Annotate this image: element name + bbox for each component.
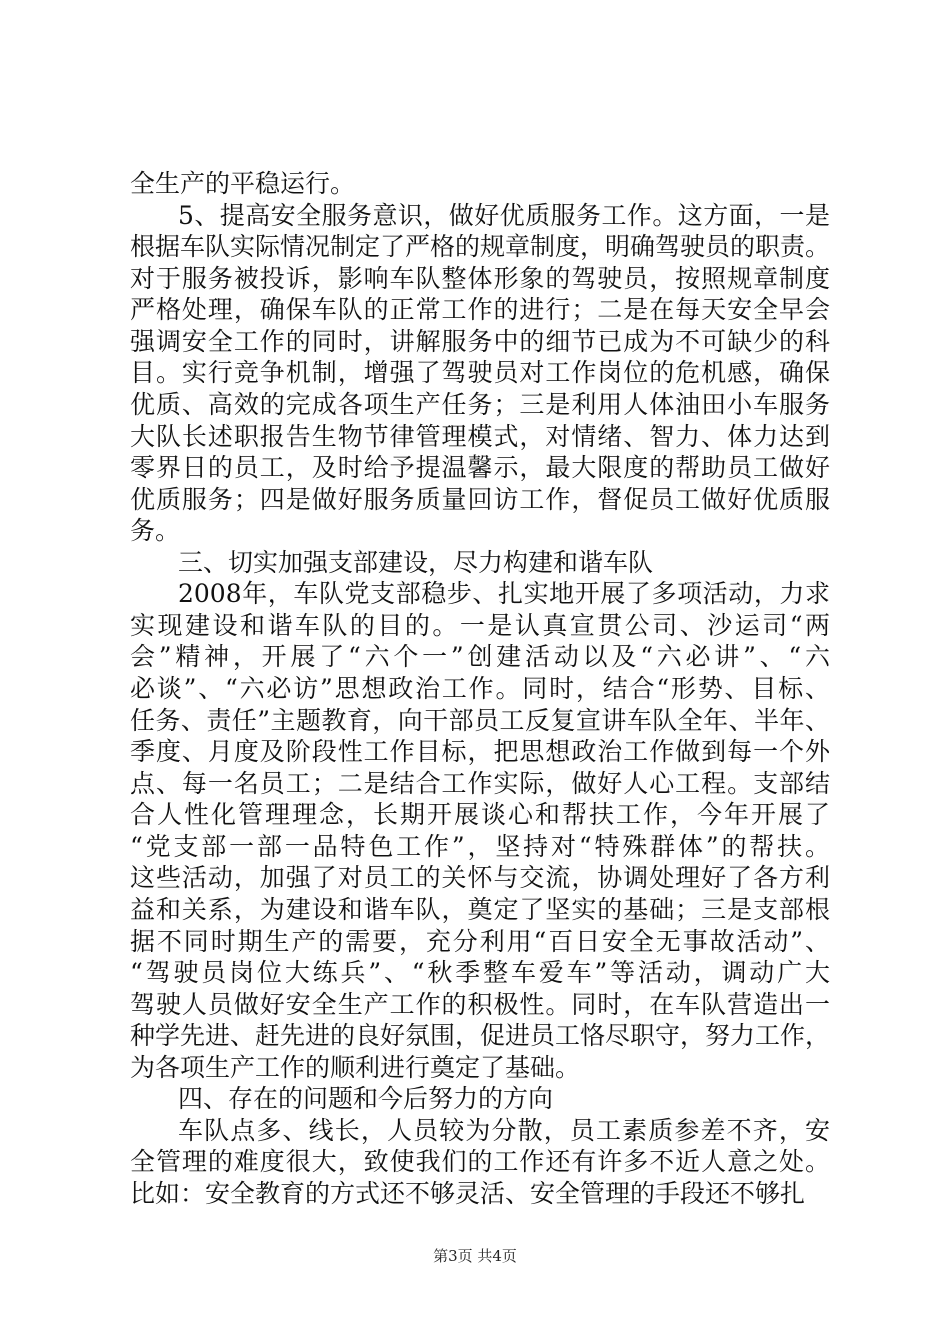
section-heading: 三、切实加强支部建设，尽力构建和谐车队 [178,548,654,577]
text-line: 为各项生产工作的顺利进行奠定了基础。 [130,1053,581,1082]
text-line: 据不同时期生产的需要，充分利用“百日安全无事故活动”、 [130,927,830,956]
text-line: 2008年，车队党支部稳步、扎实地开展了多项活动，力求 [178,579,830,608]
text-line: 大队长述职报告生物节律管理模式，对情绪、智力、体力达到 [130,422,830,451]
text-line: 驾驶人员做好安全生产工作的积极性。同时，在车队营造出一 [130,990,830,1019]
text-line: 任务、责任”主题教育，向干部员工反复宣讲车队全年、半年、 [130,706,830,735]
text-line: 会”精神，开展了“六个一”创建活动以及“六必讲”、“六 [130,642,830,671]
text-line: 零界日的员工，及时给予提温馨示，最大限度的帮助员工做好 [130,453,830,482]
section-heading: 四、存在的问题和今后努力的方向 [178,1084,554,1113]
text-line: 优质、高效的完成各项生产任务；三是利用人体油田小车服务 [130,390,830,419]
text-line: 种学先进、赶先进的良好氛围，促进员工恪尽职守，努力工作， [130,1021,831,1050]
text-line: “党支部一部一品特色工作”，坚持对“特殊群体”的帮扶。 [130,832,830,861]
text-line: 合人性化管理理念，长期开展谈心和帮扶工作，今年开展了 [130,800,830,829]
text-line: 必谈”、“六必访”思想政治工作。同时，结合“形势、目标、 [130,674,830,703]
text-line: 目。实行竞争机制，增强了驾驶员对工作岗位的危机感，确保 [130,358,830,387]
text-line: 根据车队实际情况制定了严格的规章制度，明确驾驶员的职责。 [130,232,831,261]
text-line: 对于服务被投诉，影响车队整体形象的驾驶员，按照规章制度 [130,264,830,293]
text-line: 全生产的平稳运行。 [130,169,356,198]
text-line: 益和关系，为建设和谐车队，奠定了坚实的基础；三是支部根 [130,895,830,924]
text-line: 严格处理，确保车队的正常工作的进行；二是在每天安全早会 [130,295,830,324]
text-line: 实现建设和谐车队的目的。一是认真宣贯公司、沙运司“两 [130,611,830,640]
text-line: 5、提高安全服务意识，做好优质服务工作。这方面，一是 [178,201,830,230]
text-line: 优质服务；四是做好服务质量回访工作，督促员工做好优质服 [130,485,830,514]
text-line: 务。 [130,516,181,545]
text-line: 车队点多、线长，人员较为分散，员工素质参差不齐，安 [178,1116,830,1145]
text-line: 季度、月度及阶段性工作目标，把思想政治工作做到每一个外 [130,737,830,766]
text-line: 这些活动，加强了对员工的关怀与交流，协调处理好了各方利 [130,863,830,892]
page-number-footer: 第3页 共4页 [433,1247,517,1265]
text-line: 全管理的难度很大，致使我们的工作还有许多不近人意之处。 [130,1147,830,1176]
text-line: 点、每一名员工；二是结合工作实际，做好人心工程。支部结 [130,769,830,798]
text-line: 比如：安全教育的方式还不够灵活、安全管理的手段还不够扎 [130,1179,806,1208]
text-line: 强调安全工作的同时，讲解服务中的细节已成为不可缺少的科 [130,327,830,356]
text-line: “驾驶员岗位大练兵”、“秋季整车爱车”等活动，调动广大 [130,958,830,987]
